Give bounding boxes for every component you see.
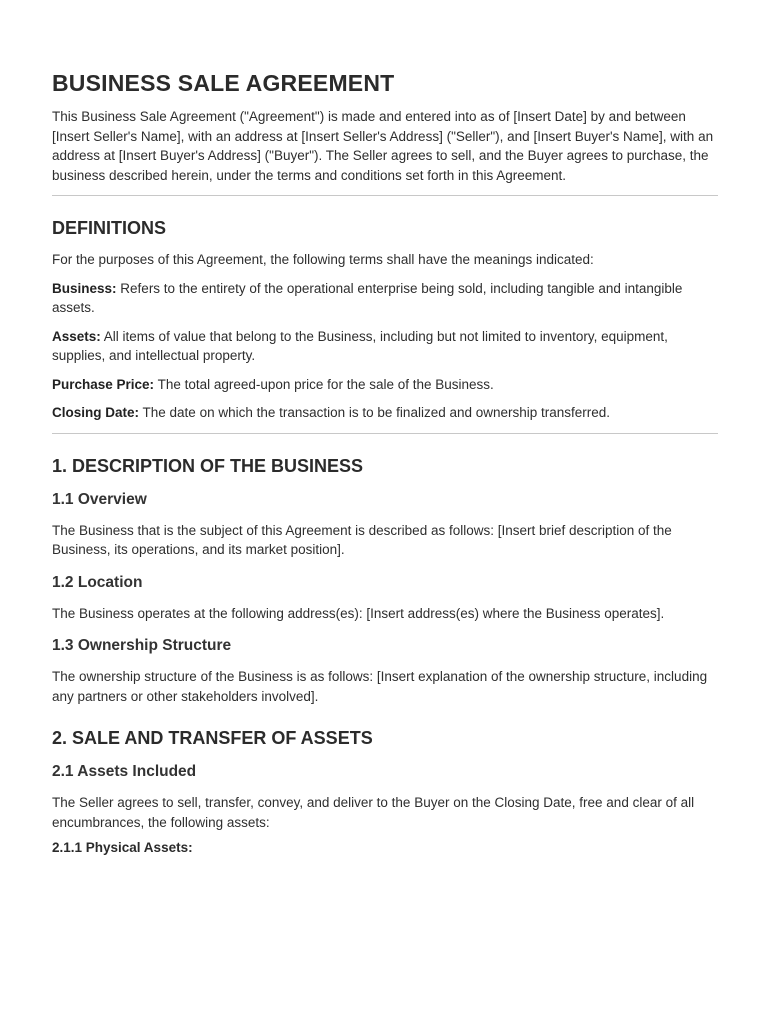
section-divider	[52, 433, 718, 434]
definition-text: Refers to the entirety of the operational enterprise being sold, including tangible and intangible assets.	[52, 280, 683, 315]
subsection-1-2-text: The Business operates at the following address(es): [Insert address(es) where the Business operates].	[52, 605, 665, 621]
definition-text: The date on which the transaction is to be finalized and ownership transferred.	[142, 405, 611, 420]
section-1-heading: 1. DESCRIPTION OF THE BUSINESS	[52, 455, 364, 476]
definition-text: The total agreed-upon price for the sale of the Business.	[157, 376, 494, 392]
definition-term: Assets:	[52, 328, 101, 344]
definition-text: All items of value that belong to the Business, including but not limited to inventory, equipment, supplies, and intellectual property.	[52, 328, 668, 363]
subsection-1-1-heading: 1.1 Overview	[52, 490, 147, 508]
section-divider	[52, 195, 718, 196]
section-2	[52, 728, 718, 855]
definition-term: Purchase Price:	[52, 376, 155, 392]
intro-paragraph: This Business Sale Agreement ("Agreement") is made and entered into as of [Insert Date] by and between [Insert Seller's Name], with an address at [Insert Seller's Address] ("Seller"), and [Insert Buyer's Name], with an address at [Insert Buyer's Address] ("Buyer"). The Seller agrees to sell, and the Buyer agrees to purchase, the business described herein, under the terms and conditions set forth in this Agreement.	[52, 109, 714, 183]
subsection-2-1-text: The Seller agrees to sell, transfer, convey, and deliver to the Buyer on the Closing Date, free and clear of all encumbrances, the following assets:	[52, 795, 695, 830]
definitions-heading: DEFINITIONS	[52, 218, 167, 238]
definition-term: Closing Date:	[52, 405, 140, 420]
subsection-1-2-heading: 1.2 Location	[52, 573, 143, 591]
section-2-heading: 2. SALE AND TRANSFER OF ASSETS	[52, 728, 373, 748]
subsection-2-1-1-heading: 2.1.1 Physical Assets:	[52, 840, 193, 855]
subsection-1-1-text: The Business that is the subject of this Agreement is described as follows: [Insert brief description of the Business, its operations, and its market position].	[52, 522, 672, 557]
definition-closing-date	[52, 403, 718, 423]
definitions-list	[52, 279, 718, 423]
definition-term: Business:	[52, 280, 117, 296]
document-title: BUSINESS SALE AGREEMENT	[52, 70, 395, 96]
subsection-1-3-text: The ownership structure of the Business is as follows: [Insert explanation of the ownership structure, including any partners or other stakeholders involved].	[52, 669, 708, 704]
section-1	[52, 456, 718, 707]
subsection-2-1-heading: 2.1 Assets Included	[52, 763, 197, 780]
definition-purchase-price	[52, 375, 718, 395]
subsection-1-3-heading: 1.3 Ownership Structure	[52, 637, 232, 654]
definition-assets	[52, 327, 718, 366]
definitions-intro: For the purposes of this Agreement, the following terms shall have the meanings indicated:	[52, 252, 594, 267]
definition-business	[52, 279, 718, 318]
